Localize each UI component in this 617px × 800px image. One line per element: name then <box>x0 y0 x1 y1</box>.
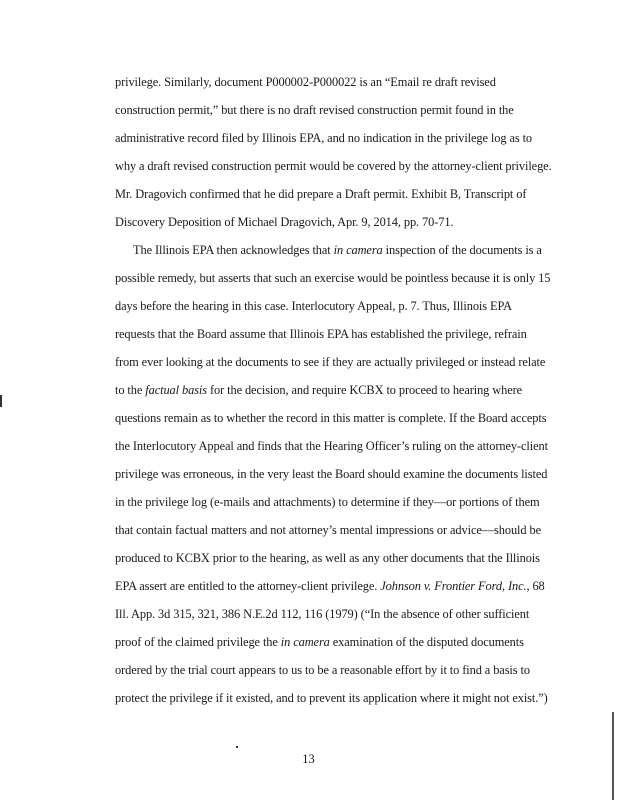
text-line: ordered by the trial court appears to us to be a reasonable effort by it to find a basis to <box>115 663 530 677</box>
text-line: produced to KCBX prior to the hearing, as well as any other documents that the Illinois <box>115 551 540 565</box>
text-line: in the privilege log (e-mails and attachments) to determine if they—or portions of them <box>115 495 540 509</box>
text-line: privilege. Similarly, document P000002-P000022 is an “Email re draft revised <box>115 75 496 89</box>
text-line: that contain factual matters and not attorney’s mental impressions or advice—should be <box>115 523 541 537</box>
text-line: from ever looking at the documents to see if they are actually privileged or instead relate <box>115 355 546 369</box>
text-line: administrative record filed by Illinois EPA, and no indication in the privilege log as to <box>115 131 533 145</box>
text-line: proof of the claimed privilege the in camera examination of the disputed documents <box>115 635 524 649</box>
scan-artifact <box>236 746 238 748</box>
text-line: to the factual basis for the decision, and require KCBX to proceed to hearing where <box>115 383 523 397</box>
scan-artifact <box>612 712 614 800</box>
text-line: protect the privilege if it existed, and to prevent its application where it might not exist.”) <box>115 691 548 705</box>
text-line: why a draft revised construction permit would be covered by the attorney-client privilege. <box>115 159 552 173</box>
text-line: requests that the Board assume that Illinois EPA has established the privilege, refrain <box>115 327 527 341</box>
text-line: EPA assert are entitled to the attorney-client privilege. Johnson v. Frontier Ford, Inc., 68 <box>115 579 545 593</box>
scan-artifact <box>0 395 2 407</box>
text-line: questions remain as to whether the record in this matter is complete. If the Board accepts <box>115 411 547 425</box>
text-line: Mr. Dragovich confirmed that he did prepare a Draft permit. Exhibit B, Transcript of <box>115 187 527 201</box>
text-line: construction permit,” but there is no draft revised construction permit found in the <box>115 103 514 117</box>
text-line: days before the hearing in this case. Interlocutory Appeal, p. 7. Thus, Illinois EPA <box>115 299 512 313</box>
text-line: The Illinois EPA then acknowledges that in camera inspection of the documents is a <box>133 243 542 257</box>
text-line: the Interlocutory Appeal and finds that the Hearing Officer’s ruling on the attorney-client <box>115 439 548 453</box>
text-line: possible remedy, but asserts that such an exercise would be pointless because it is only 15 <box>115 271 551 285</box>
text-line: privilege was erroneous, in the very least the Board should examine the documents listed <box>115 467 548 481</box>
page-number: 13 <box>302 752 315 766</box>
text-line: Discovery Deposition of Michael Dragovich, Apr. 9, 2014, pp. 70-71. <box>115 215 454 229</box>
text-line: Ill. App. 3d 315, 321, 386 N.E.2d 112, 116 (1979) (“In the absence of other sufficient <box>115 607 530 621</box>
